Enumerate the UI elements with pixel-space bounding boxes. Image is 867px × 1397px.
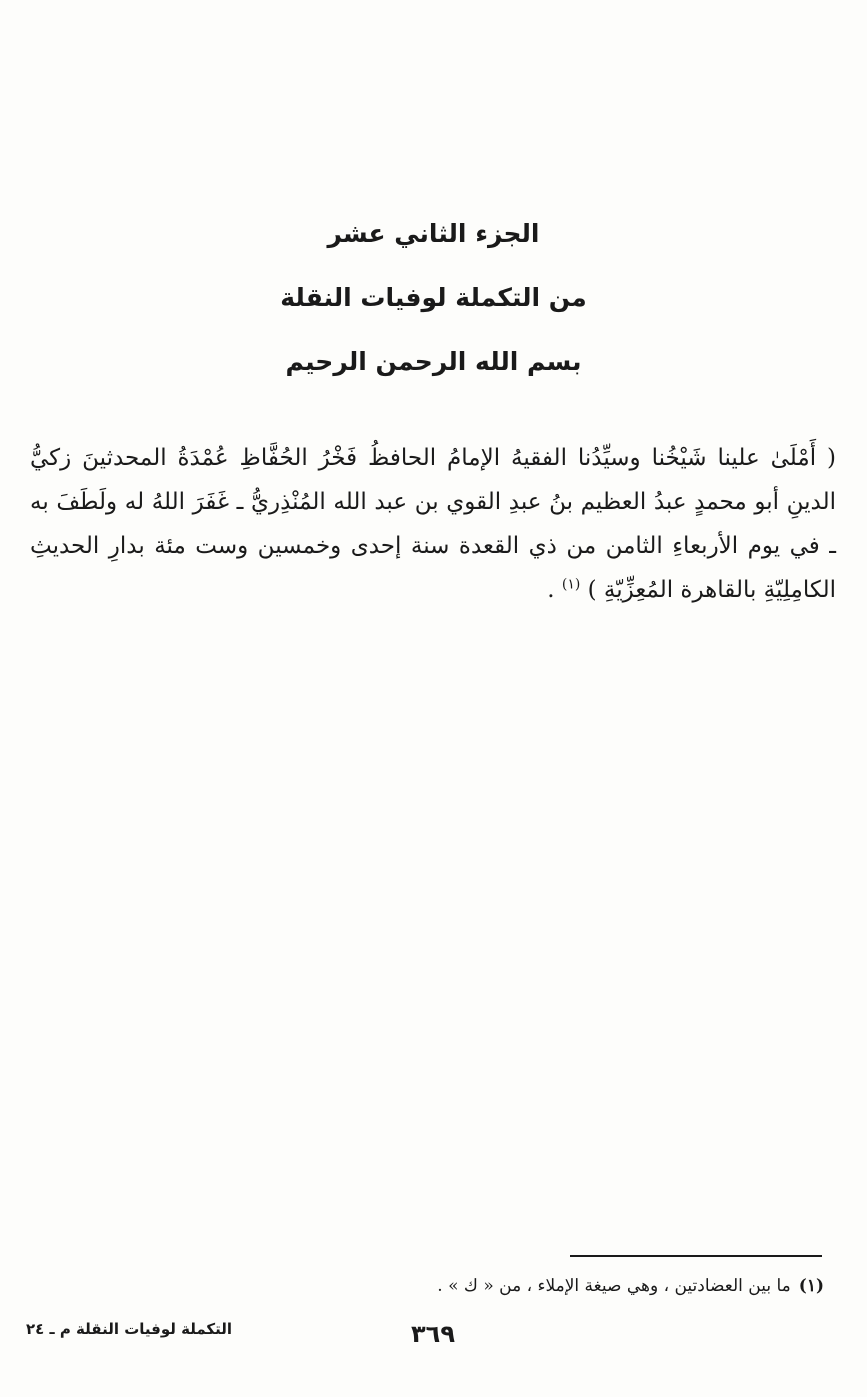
running-footer: التكملة لوفيات النقلة م ـ ٢٤ <box>25 1320 232 1338</box>
page-number: ٣٦٩ <box>411 1320 455 1348</box>
footnote-separator <box>570 1255 822 1257</box>
footnote <box>200 1272 824 1300</box>
footnote-number: (١) <box>798 1276 824 1296</box>
basmala-heading: بسم الله الرحمن الرحيم <box>285 347 582 376</box>
body-paragraph <box>30 436 836 612</box>
footnote-reference[interactable]: (١) <box>561 576 581 593</box>
book-title-heading: من التكملة لوفيات النقلة <box>280 283 587 312</box>
part-heading: الجزء الثاني عشر <box>327 219 540 248</box>
body-end: . <box>547 577 562 603</box>
footnote-text: ما بين العضادتين ، وهي صيغة الإملاء ، من « ك » . <box>437 1276 791 1296</box>
body-text: ( أَمْلَىٰ علينا شَيْخُنا وسيِّدُنا الفقيهُ الإمامُ الحافظُ فَخْرُ الحُفَّاظِ عُمْدَةُ المحدثينَ زكيُّ الدينِ أبو محمدٍ عبدُ العظيم بنُ عبدِ القوي بن عبد الله المُنْذِريُّ ـ غَفَرَ اللهُ له ولَطَفَ به ـ في يوم الأربعاءِ الثامن من ذي القعدة سنة إحدى وخمسين وست مئة بدارِ الحديثِ الكامِلِيّةِ بالقاهرة المُعِزِّيّةِ ) <box>30 445 836 603</box>
